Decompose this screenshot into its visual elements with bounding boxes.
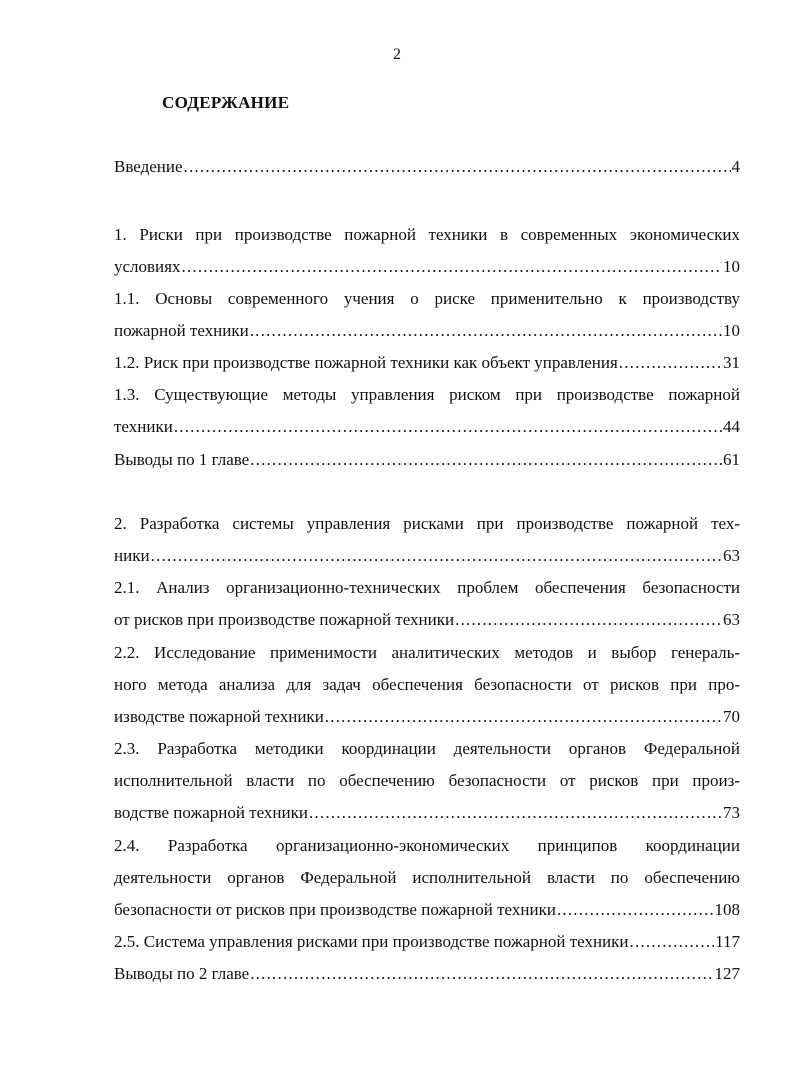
toc-entry-page: 44 (723, 417, 740, 436)
dot-leader (250, 449, 722, 471)
toc-entry-chapter-1-line-1: 1. Риски при производстве пожарной техники в современных экономических (114, 225, 740, 244)
toc-entry-2-3-line-3 (114, 802, 740, 824)
toc-entry-1-1-line-2 (114, 320, 740, 342)
toc-entry-text: ники (114, 546, 150, 565)
toc-entry-page: 10 (723, 257, 740, 276)
toc-entry-2-5 (114, 931, 740, 953)
toc-entry-text: водстве пожарной техники (114, 803, 308, 822)
toc-entry-page: 127 (714, 964, 740, 983)
toc-entry-conclusions-1 (114, 449, 740, 471)
toc-entry-text: условиях (114, 257, 181, 276)
toc-entry-2-2-line-1: 2.2. Исследование применимости аналитических методов и выбор генераль- (114, 643, 740, 662)
toc-entry-2-3-line-1: 2.3. Разработка методики координации деятельности органов Федеральной (114, 739, 740, 758)
toc-entry-2-1-line-1: 2.1. Анализ организационно-технических проблем обеспечения безопасности (114, 578, 740, 597)
dot-leader (250, 963, 713, 985)
dot-leader (325, 706, 722, 728)
toc-entry-2-4-line-3 (114, 899, 740, 921)
toc-entry-text: изводстве пожарной техники (114, 707, 324, 726)
toc-entry-conclusions-2 (114, 963, 740, 985)
toc-entry-text: 1.2. Риск при производстве пожарной техники как объект управления (114, 353, 618, 372)
toc-entry-chapter-2-line-2 (114, 545, 740, 567)
toc-entry-2-4-line-2: деятельности органов Федеральной исполнительной власти по обеспечению (114, 868, 740, 887)
dot-leader (455, 609, 722, 631)
toc-entry-page: 63 (723, 546, 740, 565)
toc-entry-text: Выводы по 1 главе (114, 450, 250, 469)
toc-title: СОДЕРЖАНИЕ (162, 93, 290, 112)
toc-entry-introduction (114, 156, 740, 178)
toc-entry-text: от рисков при производстве пожарной техники (114, 610, 455, 629)
toc-entry-page: 4 (731, 157, 740, 176)
toc-entry-1-3-line-2 (114, 416, 740, 438)
dot-leader (630, 931, 715, 953)
dot-leader (557, 899, 714, 921)
toc-entry-page: 61 (723, 450, 740, 469)
toc-entry-chapter-1-line-2 (114, 256, 740, 278)
toc-entry-2-1-line-2 (114, 609, 740, 631)
toc-entry-text: безопасности от рисков при производстве пожарной техники (114, 900, 556, 919)
toc-entry-page: 31 (723, 353, 740, 372)
toc-entry-2-4-line-1: 2.4. Разработка организационно-экономических принципов координации (114, 836, 740, 855)
toc-entry-text: пожарной техники (114, 321, 249, 340)
dot-leader (309, 802, 722, 824)
toc-entry-page: 70 (723, 707, 740, 726)
toc-entry-2-3-line-2: исполнительной власти по обеспечению безопасности от рисков при произ- (114, 771, 740, 790)
toc-entry-page: 108 (714, 900, 740, 919)
toc-entry-2-2-line-3 (114, 706, 740, 728)
dot-leader (184, 156, 731, 178)
toc-entry-text: 2.5. Система управления рисками при производстве пожарной техники (114, 932, 629, 951)
toc-entry-chapter-2-line-1: 2. Разработка системы управления рисками при производстве пожарной тех- (114, 514, 740, 533)
dot-leader (619, 352, 722, 374)
toc-entry-1-3-line-1: 1.3. Существующие методы управления риском при производстве пожарной (114, 385, 740, 404)
toc-entry-1-1-line-1: 1.1. Основы современного учения о риске применительно к производству (114, 289, 740, 308)
toc-entry-page: 73 (723, 803, 740, 822)
toc-entry-page: 117 (715, 932, 740, 951)
dot-leader (250, 320, 722, 342)
toc-entry-page: 10 (723, 321, 740, 340)
page-number: 2 (393, 46, 401, 63)
toc-entry-1-2 (114, 352, 740, 374)
toc-entry-page: 63 (723, 610, 740, 629)
dot-leader (151, 545, 722, 567)
toc-entry-text: Введение (114, 157, 183, 176)
toc-entry-text: Выводы по 2 главе (114, 964, 250, 983)
toc-entry-2-2-line-2: ного метода анализа для задач обеспечения безопасности от рисков при про- (114, 675, 740, 694)
toc-entry-text: техники (114, 417, 173, 436)
dot-leader (181, 256, 722, 278)
dot-leader (174, 416, 722, 438)
